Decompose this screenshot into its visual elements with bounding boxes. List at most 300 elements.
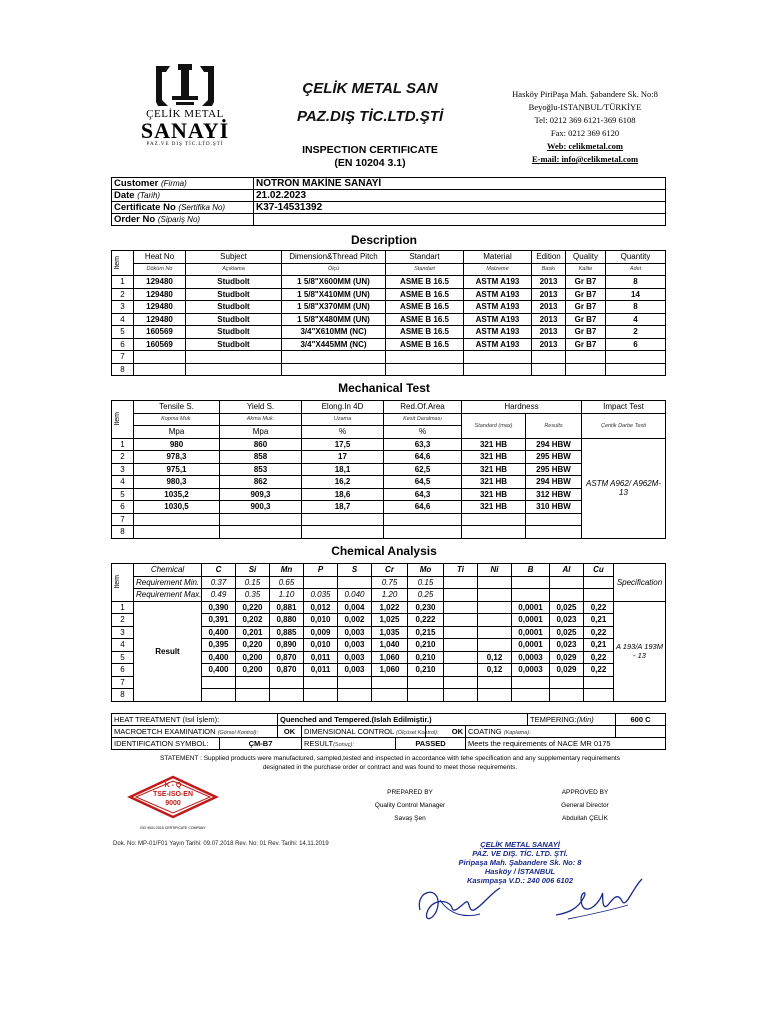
chemical-cell: 0,0001 — [512, 626, 550, 639]
description-cell: 1 5/8"X480MM (UN) — [282, 313, 386, 326]
mechanical-unit: % — [302, 426, 384, 439]
description-header: Dimension&Thread Pitch — [282, 251, 386, 264]
description-cell: 8 — [112, 363, 134, 376]
requirement-min-cell: 0.65 — [270, 576, 304, 589]
chemical-cell: 0,390 — [202, 601, 236, 614]
description-cell: 129480 — [134, 301, 186, 314]
mechanical-cell: 64,6 — [384, 451, 462, 464]
description-row — [112, 326, 666, 339]
mechanical-subheader: Results — [526, 413, 582, 438]
chemical-cell: 0,391 — [202, 614, 236, 627]
chemical-cell: 0,22 — [584, 664, 614, 677]
description-cell: ASTM A193 — [464, 276, 532, 289]
description-cell: 14 — [606, 288, 666, 301]
mechanical-cell: 310 HBW — [526, 501, 582, 514]
description-cell: ASME B 16.5 — [386, 276, 464, 289]
description-cell: 6 — [606, 338, 666, 351]
mechanical-cell: 6 — [112, 501, 134, 514]
chemical-cell — [584, 676, 614, 689]
requirement-max-cell: 0.25 — [408, 589, 444, 602]
mechanical-cell: 18,6 — [302, 488, 384, 501]
chemical-cell: 0,200 — [236, 651, 270, 664]
description-subheader: Adet — [606, 263, 666, 276]
mechanical-cell: 312 HBW — [526, 488, 582, 501]
description-subheader: Döküm No — [134, 263, 186, 276]
certificate-row — [112, 202, 666, 214]
description-cell: 3/4"X610MM (NC) — [282, 326, 386, 339]
description-cell: Studbolt — [186, 326, 282, 339]
description-cell: 129480 — [134, 313, 186, 326]
chemical-cell: 0,011 — [304, 664, 338, 677]
examination-row — [112, 726, 666, 738]
chemical-cell: 0,400 — [202, 664, 236, 677]
description-subheader: Standart — [386, 263, 464, 276]
mechanical-cell: 321 HB — [462, 476, 526, 489]
chemical-cell — [478, 614, 512, 627]
chemical-cell — [584, 689, 614, 702]
mechanical-cell: 17 — [302, 451, 384, 464]
mechanical-header: Yield S. — [220, 401, 302, 414]
description-row — [112, 363, 666, 376]
order-value — [254, 214, 666, 226]
chemical-cell: 0,010 — [304, 614, 338, 627]
description-cell: Studbolt — [186, 338, 282, 351]
mechanical-cell: 900,3 — [220, 501, 302, 514]
mechanical-header: Hardness — [462, 401, 582, 414]
description-cell: Studbolt — [186, 313, 282, 326]
order-label: Order No — [114, 214, 156, 225]
company-name-line2: PAZ.DIŞ TİC.LTD.ŞTİ — [296, 108, 444, 125]
element-header: Si — [236, 564, 270, 577]
mechanical-cell: 18,7 — [302, 501, 384, 514]
chemical-cell — [270, 676, 304, 689]
mechanical-cell: 16,2 — [302, 476, 384, 489]
mechanical-unit: Mpa — [134, 426, 220, 439]
tse-logo-num: 9000 — [165, 800, 181, 807]
description-cell: 2013 — [532, 313, 566, 326]
description-cell — [282, 363, 386, 376]
chemical-cell — [372, 676, 408, 689]
description-cell: 2013 — [532, 301, 566, 314]
stamp-line3: Piripaşa Mah. Şabandere Sk. No: 8 — [458, 858, 582, 867]
mechanical-cell: 321 HB — [462, 438, 526, 451]
mechanical-header-row — [112, 401, 666, 414]
requirement-max-cell: 0.035 — [304, 589, 338, 602]
description-cell: Studbolt — [186, 301, 282, 314]
tse-iso-logo — [118, 775, 228, 830]
mechanical-unit: Mpa — [220, 426, 302, 439]
description-row — [112, 276, 666, 289]
address-line2: Beyoğlu-ISTANBUL/TÜRKİYE — [528, 102, 642, 112]
mechanical-cell: 18,1 — [302, 463, 384, 476]
mechanical-subheader-row — [112, 413, 666, 426]
tse-logo-caption: ISO 9001:2015 CERTIFICATE COMPANY — [140, 826, 206, 830]
description-cell: ASME B 16.5 — [386, 301, 464, 314]
description-row — [112, 338, 666, 351]
chemical-cell — [478, 626, 512, 639]
description-cell: 3/4"X445MM (NC) — [282, 338, 386, 351]
description-cell: 8 — [606, 276, 666, 289]
chemical-cell: 0,011 — [304, 651, 338, 664]
chemical-cell — [236, 676, 270, 689]
chemical-cell: 0,870 — [270, 664, 304, 677]
chemical-row — [112, 601, 666, 614]
chemical-cell: 0,200 — [236, 664, 270, 677]
chemical-item-number: 5 — [112, 651, 134, 664]
description-cell: ASME B 16.5 — [386, 338, 464, 351]
general-director-signature — [548, 875, 648, 925]
customer-table — [111, 177, 666, 226]
heat-treatment-value: Quenched and Tempered.(Islah Edilmiştir.) — [278, 714, 528, 726]
mechanical-cell: 1 — [112, 438, 134, 451]
stamp-line4: Hasköy / İSTANBUL — [484, 867, 556, 876]
date-sublabel: (Tarih) — [137, 191, 161, 200]
element-header: Ni — [478, 564, 512, 577]
quality-manager-signature — [410, 880, 510, 930]
chemical-cell — [444, 651, 478, 664]
mechanical-title: Mechanical Test — [338, 381, 430, 395]
mechanical-cell: 978,3 — [134, 451, 220, 464]
chemical-cell: 0,003 — [338, 651, 372, 664]
chemical-cell: 0,215 — [408, 626, 444, 639]
mechanical-subheader: Çentik Darbe Testi — [582, 413, 666, 438]
requirement-min-cell: 0.15 — [408, 576, 444, 589]
description-subheader: Kalite — [566, 263, 606, 276]
mechanical-table — [111, 400, 666, 539]
order-sublabel: (Sipariş No) — [157, 215, 201, 224]
mechanical-cell: 64,5 — [384, 476, 462, 489]
company-address — [500, 88, 670, 166]
chemical-cell — [478, 601, 512, 614]
chemical-cell — [408, 689, 444, 702]
mechanical-cell — [526, 526, 582, 539]
email-link[interactable]: E-mail: info@celikmetal.com — [531, 154, 639, 164]
chemical-cell: 0,220 — [236, 601, 270, 614]
mechanical-cell: 5 — [112, 488, 134, 501]
requirement-min-cell — [550, 576, 584, 589]
mechanical-header: Impact Test — [582, 401, 666, 414]
mechanical-cell — [220, 513, 302, 526]
nace-requirement: Meets the requirements of NACE MR 0175 — [466, 738, 666, 750]
mechanical-cell — [134, 513, 220, 526]
requirement-max-cell — [550, 589, 584, 602]
result-label: RESULT — [304, 739, 334, 748]
element-header: Mo — [408, 564, 444, 577]
chemical-cell — [270, 689, 304, 702]
chemical-cell — [408, 676, 444, 689]
item-column-cell — [112, 564, 134, 602]
description-cell — [134, 351, 186, 364]
chemical-cell: 0,003 — [338, 639, 372, 652]
certificate-value: K37-14531392 — [254, 202, 666, 214]
mechanical-cell — [462, 526, 526, 539]
description-cell: 4 — [112, 313, 134, 326]
requirement-min-cell: 0.75 — [372, 576, 408, 589]
chemical-table — [111, 563, 666, 702]
mechanical-cell: 858 — [220, 451, 302, 464]
mechanical-cell: 64,6 — [384, 501, 462, 514]
mechanical-cell: 321 HB — [462, 463, 526, 476]
mechanical-cell: 3 — [112, 463, 134, 476]
chemical-cell — [512, 689, 550, 702]
identification-label: IDENTIFICATION SYMBOL: — [112, 738, 220, 750]
chemical-cell — [512, 676, 550, 689]
element-header: Mn — [270, 564, 304, 577]
stamp-line1: ÇELİK METAL SANAYİ — [480, 840, 560, 849]
customer-label: Customer — [114, 178, 159, 189]
chemical-cell: 0,210 — [408, 664, 444, 677]
chemical-cell: 0,885 — [270, 626, 304, 639]
description-cell — [532, 351, 566, 364]
description-cell: 129480 — [134, 276, 186, 289]
description-cell: Gr B7 — [566, 276, 606, 289]
description-row — [112, 288, 666, 301]
document-title: INSPECTION CERTIFICATE — [302, 144, 438, 156]
test-method-value: ASTM A962/ A962M-13 — [582, 438, 666, 538]
chemical-cell: 0,003 — [338, 664, 372, 677]
document-control-number: Dok. No: MP-01/F01 Yayın Tarihi: 09.07.2018 Rev. No: 01 Rev. Tarihi: 14.11.2019 — [113, 841, 329, 847]
description-cell: 2 — [606, 326, 666, 339]
description-cell: 1 5/8"X370MM (UN) — [282, 301, 386, 314]
mechanical-cell: 4 — [112, 476, 134, 489]
mechanical-cell: 294 HBW — [526, 438, 582, 451]
description-row — [112, 301, 666, 314]
requirement-max-cell — [478, 589, 512, 602]
dimensional-label: DIMENSIONAL CONTROL — [304, 727, 394, 736]
description-cell: 7 — [112, 351, 134, 364]
heat-treatment-row — [112, 714, 666, 726]
chemical-cell: 0,880 — [270, 614, 304, 627]
chemical-cell: 0,0001 — [512, 601, 550, 614]
tempering-value: 600 C — [616, 714, 666, 726]
company-logo — [140, 62, 230, 147]
description-cell: 2013 — [532, 326, 566, 339]
chemical-cell: 1,025 — [372, 614, 408, 627]
element-header: P — [304, 564, 338, 577]
description-header: Quantity — [606, 251, 666, 264]
result-value: PASSED — [396, 738, 466, 750]
chemical-header-row — [112, 564, 666, 577]
chemical-cell: 0,222 — [408, 614, 444, 627]
description-cell: 1 5/8"X410MM (UN) — [282, 288, 386, 301]
chemical-cell: 0,395 — [202, 639, 236, 652]
description-cell: Gr B7 — [566, 288, 606, 301]
mechanical-cell: 980 — [134, 438, 220, 451]
description-cell: ASME B 16.5 — [386, 288, 464, 301]
description-cell: ASTM A193 — [464, 338, 532, 351]
mechanical-cell: 860 — [220, 438, 302, 451]
stamp-line2: PAZ. VE DIŞ. TİC. LTD. ŞTİ. — [472, 849, 568, 858]
description-header: Heat No — [134, 251, 186, 264]
requirement-min-cell — [444, 576, 478, 589]
heat-treatment-sublabel: (Isıl İşlem): — [182, 715, 220, 724]
chemical-cell: 0,210 — [408, 651, 444, 664]
chemical-cell: 0,004 — [338, 601, 372, 614]
mechanical-cell — [384, 513, 462, 526]
description-cell: 2 — [112, 288, 134, 301]
mechanical-cell: 321 HB — [462, 451, 526, 464]
mechanical-cell: 1035,2 — [134, 488, 220, 501]
chemical-cell: 0,0003 — [512, 651, 550, 664]
mechanical-cell: 975,1 — [134, 463, 220, 476]
result-label: Result — [134, 601, 202, 701]
chemical-cell: 0,025 — [550, 626, 584, 639]
requirement-min-cell — [304, 576, 338, 589]
description-cell: 3 — [112, 301, 134, 314]
mechanical-cell: 321 HB — [462, 488, 526, 501]
mechanical-cell: 17,5 — [302, 438, 384, 451]
chemical-cell — [338, 676, 372, 689]
description-cell: ASTM A193 — [464, 288, 532, 301]
chemical-cell: 0,890 — [270, 639, 304, 652]
identification-value: ÇM-B7 — [220, 738, 302, 750]
description-title: Description — [350, 233, 417, 247]
element-header: S — [338, 564, 372, 577]
mechanical-header: Elong.In 4D — [302, 401, 384, 414]
chemical-cell: 0,220 — [236, 639, 270, 652]
mechanical-subheader: Standard (max) — [462, 413, 526, 438]
chemical-cell: 0,003 — [338, 626, 372, 639]
mechanical-cell: 295 HBW — [526, 451, 582, 464]
mechanical-cell — [526, 513, 582, 526]
requirement-max-cell: 0.040 — [338, 589, 372, 602]
chemical-cell: 0,210 — [408, 639, 444, 652]
chemical-cell: 0,22 — [584, 651, 614, 664]
requirement-max-cell — [584, 589, 614, 602]
requirement-min-cell — [512, 576, 550, 589]
macroetch-label: MACROETCH EXAMINATION — [114, 727, 216, 736]
statement-line1: STATEMENT : Supplied products were manufactured, sampled,tested and inspected in accordance with tehe specification and any supplementary requirements — [160, 755, 620, 762]
mechanical-header: Tensile S. — [134, 401, 220, 414]
chemical-cell: 0,029 — [550, 651, 584, 664]
requirement-min-cell: 0.15 — [236, 576, 270, 589]
description-subheader: Ölçü — [282, 263, 386, 276]
requirement-max-cell — [444, 589, 478, 602]
mechanical-cell: 853 — [220, 463, 302, 476]
chemical-cell: 0,22 — [584, 626, 614, 639]
mechanical-cell: 64,3 — [384, 488, 462, 501]
chemical-cell — [444, 626, 478, 639]
chemical-cell: 0,009 — [304, 626, 338, 639]
requirement-min-cell — [478, 576, 512, 589]
tse-logo-mid: TSE-ISO-EN — [152, 791, 194, 798]
description-cell: 8 — [606, 301, 666, 314]
tempering-label: TEMPERING: — [530, 715, 577, 724]
requirement-max-cell — [512, 589, 550, 602]
requirement-min-cell — [338, 576, 372, 589]
description-cell — [386, 363, 464, 376]
mechanical-cell — [384, 526, 462, 539]
description-header: Standart — [386, 251, 464, 264]
chemical-cell: 0,0003 — [512, 664, 550, 677]
mechanical-subheader: Kesit Daralması — [384, 413, 462, 426]
description-cell — [566, 351, 606, 364]
chemical-cell: 0,023 — [550, 639, 584, 652]
chemical-cell — [236, 689, 270, 702]
item-column-cell — [112, 401, 134, 439]
description-row — [112, 351, 666, 364]
description-subheader: Baskı — [532, 263, 566, 276]
date-label: Date — [114, 190, 135, 201]
chemical-item-number: 6 — [112, 664, 134, 677]
chemical-cell: 1,060 — [372, 651, 408, 664]
chemical-cell: 0,12 — [478, 664, 512, 677]
description-cell: 1 5/8"X600MM (UN) — [282, 276, 386, 289]
chemical-cell: 0,023 — [550, 614, 584, 627]
customer-sublabel: (Firma) — [160, 179, 187, 188]
description-cell: Gr B7 — [566, 313, 606, 326]
chemical-cell: 0,870 — [270, 651, 304, 664]
description-cell: ASTM A193 — [464, 326, 532, 339]
requirement-max-cell: 1.10 — [270, 589, 304, 602]
approved-by-role: General Director — [561, 802, 609, 809]
date-row — [112, 190, 666, 202]
web-link[interactable]: Web: celikmetal.com — [546, 141, 623, 151]
tempering-sublabel: (Min) — [576, 715, 594, 724]
chemical-cell — [304, 676, 338, 689]
approved-by-name: Abdullah ÇELİK — [562, 815, 608, 822]
description-cell — [386, 351, 464, 364]
mechanical-cell: 294 HBW — [526, 476, 582, 489]
mechanical-subheader: Uzama — [302, 413, 384, 426]
mechanical-cell: 321 HB — [462, 501, 526, 514]
address-line1: Hasköy PiriPaşa Mah. Şabandere Sk. No:8 — [512, 89, 658, 99]
customer-value: NÖTRON MAKİNE SANAYİ — [254, 178, 666, 190]
mechanical-cell: 1030,5 — [134, 501, 220, 514]
order-row — [112, 214, 666, 226]
description-cell: 5 — [112, 326, 134, 339]
chemical-item-number: 8 — [112, 689, 134, 702]
description-cell — [464, 351, 532, 364]
description-cell: 4 — [606, 313, 666, 326]
chemical-cell: 0,230 — [408, 601, 444, 614]
specification-value: A 193/A 193M - 13 — [614, 601, 666, 701]
chemical-cell: 1,060 — [372, 664, 408, 677]
prepared-by-name: Savaş Şen — [394, 815, 426, 822]
description-cell: 160569 — [134, 338, 186, 351]
address-fax: Fax: 0212 369 6120 — [550, 128, 620, 138]
dimensional-sublabel: (Ölçüsel Kontrol): — [395, 730, 439, 736]
logo-text-line1: ÇELİK METAL — [146, 108, 224, 120]
chemical-cell — [478, 639, 512, 652]
chemical-cell: 0,202 — [236, 614, 270, 627]
description-cell: Studbolt — [186, 276, 282, 289]
mechanical-cell: 7 — [112, 513, 134, 526]
chemical-item-number: 2 — [112, 614, 134, 627]
description-cell: ASME B 16.5 — [386, 313, 464, 326]
chemical-cell — [444, 664, 478, 677]
approved-by-label: APPROVED BY — [561, 789, 609, 796]
mechanical-cell: 62,5 — [384, 463, 462, 476]
coating-value — [616, 726, 666, 738]
description-cell: 2013 — [532, 338, 566, 351]
specification-label: Specification — [614, 564, 666, 602]
description-header: Quality — [566, 251, 606, 264]
description-cell — [606, 363, 666, 376]
chemical-cell — [444, 676, 478, 689]
prepared-by-block — [350, 786, 470, 825]
mechanical-cell — [134, 526, 220, 539]
chemical-cell: 0,21 — [584, 639, 614, 652]
statement-line2: designated in the purchase order or contract and was found to meet those requirements. — [262, 764, 518, 771]
description-cell — [464, 363, 532, 376]
stamp-line5: Kasımpaşa V.D.: 240 006 6102 — [466, 876, 574, 885]
mechanical-cell: 862 — [220, 476, 302, 489]
coating-sublabel: (Kaplama): — [503, 730, 531, 736]
chemical-cell: 0,12 — [478, 651, 512, 664]
description-table — [111, 250, 666, 376]
mechanical-row — [112, 438, 666, 451]
